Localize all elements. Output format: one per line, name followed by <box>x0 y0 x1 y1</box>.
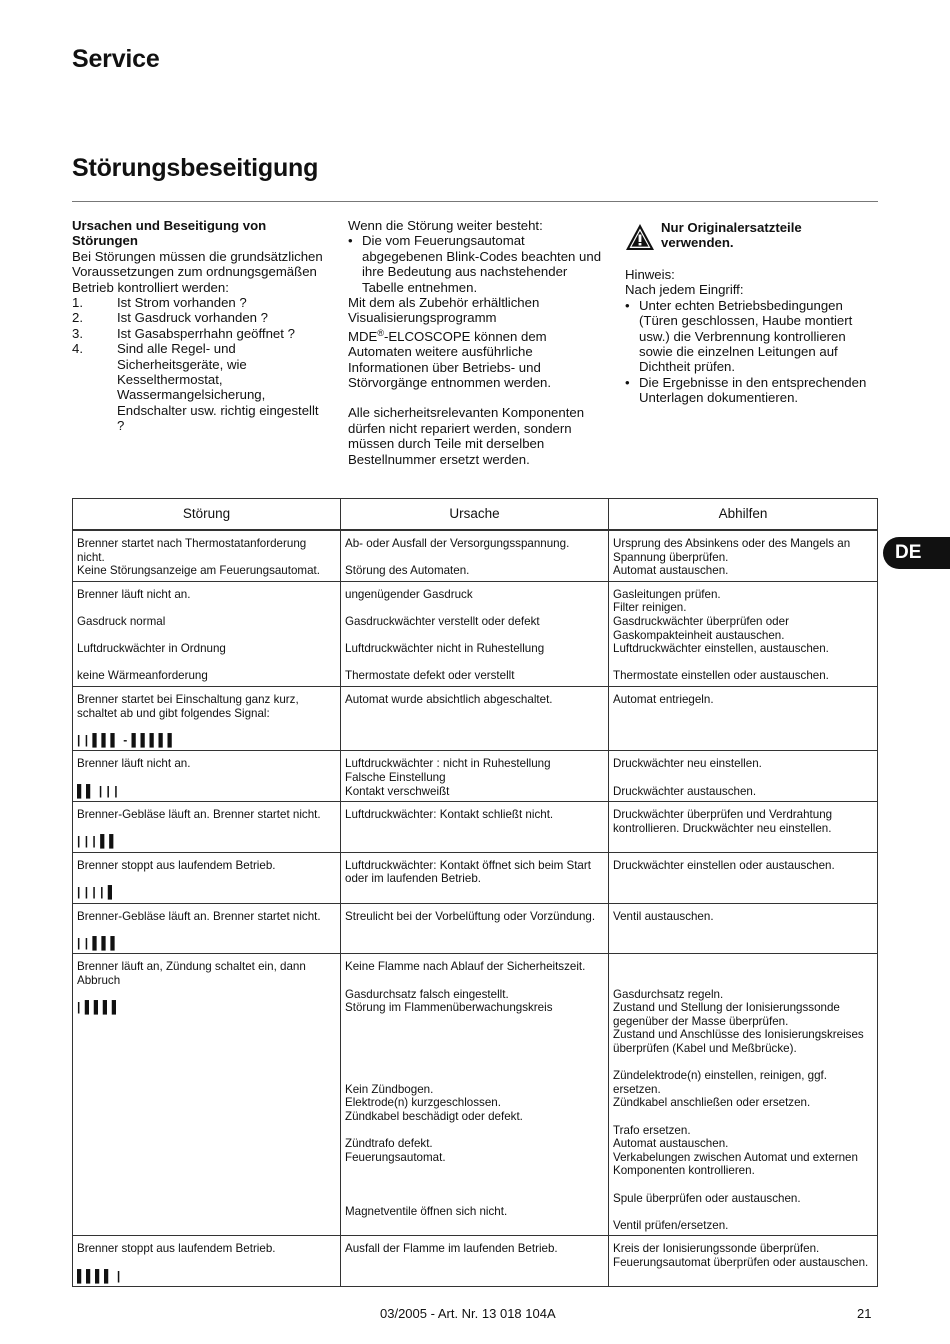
bullet-text: Unter echten Betriebsbedingungen (Türen geschlossen, Haube montiert usw.) die Verbrennung kontrollieren sowie die einzelnen Leitungen auf Dichtheit prüfen. <box>639 297 853 375</box>
item-text: Ist Strom vorhanden ? <box>117 295 247 311</box>
blink-code: | | | ▌▌ <box>77 834 119 849</box>
cell-text: Brenner stoppt aus laufendem Betrieb. <box>77 858 276 872</box>
table-row <box>73 954 878 1236</box>
checklist <box>72 295 324 434</box>
cell-abhilfe <box>609 1236 878 1287</box>
bullet-dot-icon: • <box>625 297 630 313</box>
cell-stoerung <box>73 530 341 581</box>
cell-text: Automat entriegeln. <box>613 692 714 706</box>
causes-column <box>72 218 324 434</box>
cell-text: Luftdruckwächter : nicht in Ruhestellung Falsche Einstellung Kontakt verschweißt <box>345 757 551 798</box>
cell-text: Druckwächter überprüfen und Verdrahtung kontrollieren. Druckwächter neu einstellen. <box>613 808 833 835</box>
column-header-abhilfen: Abhilfen <box>609 499 878 531</box>
language-badge: DE <box>883 537 950 569</box>
cell-text: Brenner läuft nicht an. Gasdruck normal Luftdruckwächter in Ordnung keine Wärmeanforderung <box>77 587 226 683</box>
cell-stoerung <box>73 852 341 903</box>
hint-lead: Nach jedem Eingriff: <box>625 282 744 298</box>
cell-text: Streulicht bei der Vorbelüftung oder Vorzündung. <box>345 909 596 923</box>
table-row <box>73 686 878 750</box>
table-row <box>73 530 878 581</box>
cell-ursache <box>341 852 609 903</box>
item-text: Ist Gasabsperrhahn geöffnet ? <box>117 325 295 341</box>
cell-abhilfe <box>609 751 878 802</box>
section-heading: Service <box>72 45 160 73</box>
cell-stoerung <box>73 954 341 1236</box>
cell-stoerung <box>73 903 341 954</box>
blink-code: | | | | ▌ <box>77 885 117 900</box>
blink-code: | ▌▌▌▌ <box>77 1000 121 1015</box>
cell-text: Ab- oder Ausfall der Versorgungsspannung. Störung des Automaten. <box>345 537 570 578</box>
causes-heading: Ursachen und Beseitigung von Störungen <box>72 218 267 249</box>
cell-ursache <box>341 954 609 1236</box>
bullet-text: Die vom Feuerungsautomat abgegebenen Blink-Codes beachten und ihre Bedeutung aus nachstehender Tabelle entnehmen. <box>362 233 602 295</box>
cell-text: Brenner läuft nicht an. <box>77 757 191 771</box>
item-text: Sind alle Regel- und Sicherheitsgeräte, wie Kesselthermostat, Wassermangelsicherung, Endschalter usw. richtig eingestellt ? <box>117 341 319 434</box>
checklist-item <box>72 326 324 341</box>
cell-text: Brenner läuft an, Zündung schaltet ein, dann Abbruch <box>77 960 306 988</box>
item-number: 2. <box>72 310 83 326</box>
blink-code: | | ▌▌▌ - ▌▌▌▌▌ <box>77 732 177 747</box>
table-header-row <box>73 499 878 531</box>
visualisation-text-b <box>348 326 606 391</box>
product-name: MDE <box>348 328 378 344</box>
checklist-item <box>72 310 324 325</box>
table-row <box>73 581 878 686</box>
cell-ursache <box>341 751 609 802</box>
blink-code: | | ▌▌▌ <box>77 935 120 950</box>
cell-abhilfe <box>609 852 878 903</box>
bullet-item <box>348 233 606 295</box>
cell-text: Brenner startet bei Einschaltung ganz kurz, schaltet ab und gibt folgendes Signal: <box>77 692 299 720</box>
cell-text: Brenner-Gebläse läuft an. Brenner startet nicht. <box>77 909 321 923</box>
table-row <box>73 1236 878 1287</box>
cell-text: Ventil austauschen. <box>613 909 714 923</box>
warning-block <box>625 220 877 252</box>
warning-triangle-icon <box>625 222 655 252</box>
table-row <box>73 903 878 954</box>
cell-text: Zündelektrode(n) einstellen, reinigen, ggf. ersetzen. Zündkabel anschließen oder ersetzen. Trafo ersetzen. Automat austauschen. Verkabelungen zwischen Automat und externen Komponenten kontrollieren. Spule überprüfen oder austauschen. Ventil prüfen/ersetzen. <box>613 1069 858 1232</box>
column-header-ursache: Ursache <box>341 499 609 531</box>
cell-text: Keine Flamme nach Ablauf der Sicherheitszeit. Gasdurchsatz falsch eingestellt. Störung im Flammenüberwachungskreis <box>345 960 586 1015</box>
title-divider <box>72 201 878 202</box>
blink-code: ▌▌▌▌ | <box>77 1268 121 1283</box>
item-number: 3. <box>72 325 83 341</box>
bullet-dot-icon: • <box>625 374 630 390</box>
table-row <box>73 802 878 853</box>
persistent-fault-column <box>348 218 606 467</box>
cell-ursache <box>341 686 609 750</box>
cell-stoerung <box>73 802 341 853</box>
table-row <box>73 852 878 903</box>
causes-intro: Bei Störungen müssen die grundsätzlichen Voraussetzungen zum ordnungsgemäßen Betrieb kontrolliert werden: <box>72 248 323 295</box>
cell-abhilfe <box>609 581 878 686</box>
item-number: 1. <box>72 295 83 311</box>
cell-text: Gasdurchsatz regeln. Zustand und Stellung der Ionisierungssonde gegenüber der Masse überprüfen. Zustand und Anschlüsse des Ionisierungskreises überprüfen (Kabel und Meßbrücke). <box>613 987 864 1055</box>
bullet-text: Die Ergebnisse in den entsprechenden Unterlagen dokumentieren. <box>639 374 867 406</box>
cell-text: Brenner stoppt aus laufendem Betrieb. <box>77 1242 276 1256</box>
registered-mark: ® <box>377 327 384 338</box>
cell-ursache <box>341 530 609 581</box>
cell-ursache <box>341 581 609 686</box>
article-number: 03/2005 - Art. Nr. 13 018 104A <box>380 1306 556 1321</box>
cell-text: Automat wurde absichtlich abgeschaltet. <box>345 692 553 706</box>
checklist-item <box>72 295 324 310</box>
checklist-item <box>72 341 324 433</box>
cell-abhilfe <box>609 903 878 954</box>
cell-abhilfe <box>609 530 878 581</box>
item-number: 4. <box>72 341 83 357</box>
cell-text: Ursprung des Absinkens oder des Mangels an Spannung überprüfen. Automat austauschen. <box>613 537 851 578</box>
cell-text: Gasleitungen prüfen. Filter reinigen. Gasdruckwächter überprüfen oder Gaskompakteinheit austauschen. Luftdruckwächter einstellen, austauschen. Thermostate einstellen oder austauschen. <box>613 587 829 683</box>
persistent-lead: Wenn die Störung weiter besteht: <box>348 218 543 233</box>
page-title: Störungsbeseitigung <box>72 154 319 182</box>
cell-text: Luftdruckwächter: Kontakt öffnet sich beim Start oder im laufenden Betrieb. <box>345 858 591 886</box>
cell-abhilfe <box>609 954 878 1236</box>
blink-code: ▌▌ | | | <box>77 783 119 798</box>
cell-text: Brenner-Gebläse läuft an. Brenner startet nicht. <box>77 808 321 822</box>
visualisation-text-a: Mit dem als Zubehör erhältlichen Visualisierungsprogramm <box>348 295 540 326</box>
bullet-dot-icon: • <box>348 233 353 249</box>
cell-stoerung <box>73 581 341 686</box>
cell-text: Kein Zündbogen. Elektrode(n) kurzgeschlossen. Zündkabel beschädigt oder defekt. Zündtrafo defekt. Feuerungsautomat. Magnetventile öffnen sich nicht. <box>345 1082 523 1219</box>
warning-text: Nur Originalersatzteile verwenden. <box>661 220 802 251</box>
notes-column <box>625 220 877 406</box>
column-header-stoerung: Störung <box>73 499 341 531</box>
cell-text: Druckwächter neu einstellen. Druckwächter austauschen. <box>613 757 762 798</box>
table-row <box>73 751 878 802</box>
cell-text: Druckwächter einstellen oder austauschen. <box>613 858 835 872</box>
cell-text: Kreis der Ionisierungssonde überprüfen. Feuerungsautomat überprüfen oder austauschen. <box>613 1242 869 1269</box>
cell-text: Brenner startet nach Thermostatanforderung nicht. Keine Störungsanzeige am Feuerungsautomat. <box>77 537 320 578</box>
page-number: 21 <box>857 1306 872 1321</box>
bullet-item <box>625 375 877 406</box>
bullet-item <box>625 298 877 375</box>
cell-ursache <box>341 1236 609 1287</box>
item-text: Ist Gasdruck vorhanden ? <box>117 310 269 326</box>
safety-note: Alle sicherheitsrelevanten Komponenten dürfen nicht repariert werden, sondern müssen durch Teile mit derselben Bestellnummer ersetzt werden. <box>348 405 585 467</box>
cell-ursache <box>341 802 609 853</box>
product-description: -ELCOSCOPE können dem Automaten weitere ausführliche Informationen über Betriebs- und Störvorgänge entnommen werden. <box>348 328 552 391</box>
cell-ursache <box>341 903 609 954</box>
cell-abhilfe <box>609 802 878 853</box>
cell-text: Ausfall der Flamme im laufenden Betrieb. <box>345 1242 558 1256</box>
cell-stoerung <box>73 686 341 750</box>
cell-abhilfe <box>609 686 878 750</box>
hint-label: Hinweis: <box>625 267 675 282</box>
cell-text: ungenügender Gasdruck Gasdruckwächter verstellt oder defekt Luftdruckwächter nicht in Ruhestellung Thermostate defekt oder verstellt <box>345 587 545 683</box>
cell-text: Luftdruckwächter: Kontakt schließt nicht. <box>345 808 554 822</box>
fault-table <box>72 498 878 1287</box>
cell-stoerung <box>73 1236 341 1287</box>
cell-stoerung <box>73 751 341 802</box>
